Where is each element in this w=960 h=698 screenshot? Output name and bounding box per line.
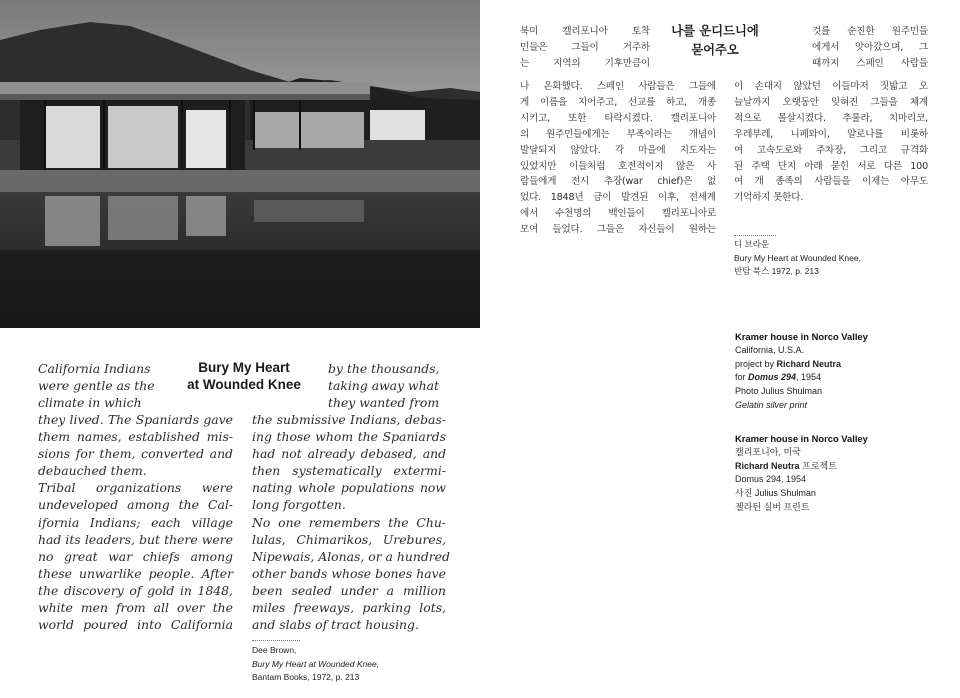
text-line: ifornia Indians; each village — [38, 514, 233, 530]
text-line: had not already debased, and — [252, 446, 446, 462]
korean-col2 — [734, 79, 928, 206]
text-line: Nipewais, Alonas, or a hundred — [252, 548, 450, 564]
caption-photo-credit: Photo Julius Shulman — [735, 386, 823, 397]
text-line: ing those whom the Spaniards — [252, 429, 446, 445]
caption-title: Kramer house in Norco Valley — [735, 331, 868, 342]
text-line: been sealed under a million — [252, 582, 446, 598]
text-line: 나 온화했다. 스페인 사람들은 그들에 — [520, 81, 716, 92]
text-line: had its leaders, but there were — [38, 531, 233, 547]
korean-col1 — [520, 79, 716, 238]
text-line: long forgotten. — [252, 497, 346, 513]
english-col2 — [252, 411, 450, 633]
text-line: 있었지만 이들처럼 호전적이지 않은 사 — [520, 160, 716, 172]
english-citation — [252, 644, 452, 685]
text-line: 적으로 몰살시켰다. 추룰라, 치마리코, — [734, 112, 928, 124]
citation-publisher: 반탐 북스 1972, p. 213 — [734, 266, 819, 276]
caption-project: project by Richard Neutra — [735, 358, 842, 369]
text-line: climate in which — [38, 395, 142, 411]
caption-print: 젤라틴 실버 프린트 — [735, 501, 810, 512]
text-line: 발달되지 않았다. 각 마을에 지도자는 — [520, 144, 716, 156]
caption-photo-credit: 사진 Julius Shulman — [735, 488, 816, 499]
text-line: 북미 캘리포니아 토착 — [520, 26, 650, 37]
text-line: then systematically extermi- — [252, 463, 446, 479]
text-line: Tribal organizations were — [38, 480, 233, 496]
citation-publisher: Bantam Books, 1972, p. 213 — [252, 672, 360, 682]
text-line: 것를 순진한 원주민들 — [812, 26, 928, 37]
heading-line: at Wounded Knee — [187, 377, 301, 392]
text-line: white men from all over the — [38, 600, 233, 616]
text-line: 민들은 그들이 거주하 — [520, 41, 650, 53]
heading-line: 나를 운디드니에 — [671, 24, 759, 38]
text-line: nating whole populations now — [252, 480, 446, 496]
text-line: 의 원주민들에게는 부족이라는 개념이 — [520, 128, 716, 140]
caption-magazine: Domus 294 — [748, 372, 797, 383]
caption-publication: for Domus 294, 1954 — [735, 372, 822, 383]
text-line: No one remembers the Chu- — [252, 514, 446, 530]
english-heading — [180, 359, 308, 393]
text-line: other bands whose bones have — [252, 565, 446, 581]
caption-english — [735, 330, 945, 413]
text-line: 때까지 스페인 사람들 — [812, 57, 928, 69]
text-line: California Indians — [38, 361, 151, 376]
citation-title: Bury My Heart at Wounded Knee, — [252, 658, 380, 669]
text-line: they lived. The Spaniards gave — [38, 412, 233, 427]
text-line: 기억하지 못한다. — [734, 192, 804, 204]
heading-line: 묻어주오 — [691, 43, 739, 57]
text-line: them names, established mis- — [38, 429, 233, 445]
text-line: and slabs of tract housing. — [252, 617, 419, 633]
text-line: 이 손대지 않았던 이들마저 짓밟고 오 — [734, 81, 928, 92]
text-line: 여 고속도로와 주차장, 그리고 규격화 — [734, 144, 928, 156]
text-line: miles freeways, parking lots, — [252, 600, 446, 616]
text-line: no great war chiefs among — [38, 548, 233, 564]
text-line: 여 개 종족의 사람들을 이제는 아무도 — [734, 176, 928, 188]
text-line: 늘날까지 오랫동안 잊혀진 그들을 체계 — [734, 96, 928, 108]
text-line: 었다. 1848년 금이 발견된 이후, 전세계 — [520, 192, 716, 204]
citation-author: Dee Brown, — [252, 645, 297, 655]
text-line: 람들에게 전시 추장(war chief)은 없 — [520, 176, 716, 188]
caption-korean — [735, 432, 945, 515]
text-line: the submissive Indians, debas- — [252, 412, 446, 427]
text-line: sions for them, converted and — [38, 446, 233, 462]
citation-author: 디 브라운 — [734, 239, 770, 249]
house-photo-illustration — [0, 0, 480, 328]
house-photo — [0, 0, 480, 328]
english-col2-top — [328, 360, 446, 411]
caption-architect: Richard Neutra — [776, 358, 842, 369]
korean-heading — [660, 22, 770, 60]
english-col1-top — [38, 360, 188, 411]
caption-architect: Richard Neutra — [735, 460, 800, 471]
caption-title: Kramer house in Norco Valley — [735, 433, 868, 444]
text-line: lulas, Chimarikos, Urebures, — [252, 531, 446, 547]
caption-magazine: Domus 294, 1954 — [735, 474, 807, 485]
citation-title: Bury My Heart at Wounded Knee, — [734, 252, 861, 263]
text-line: debauched them. — [38, 463, 147, 479]
text-line: by the thousands, — [328, 361, 440, 376]
heading-line: Bury My Heart — [198, 360, 290, 375]
text-line: undeveloped among the Cal- — [38, 497, 233, 513]
caption-print: Gelatin silver print — [735, 399, 808, 410]
text-line: world poured into California — [38, 617, 233, 633]
caption-place: 캘리포니아, 미국 — [735, 446, 801, 457]
text-line: 게 이름을 지어주고, 선교를 하고, 개종 — [520, 96, 716, 108]
text-line: 에게서 앗아갔으며, 그 — [812, 41, 928, 53]
korean-col1-top — [520, 24, 650, 72]
text-line: taking away what — [328, 378, 439, 394]
english-col1 — [38, 411, 233, 633]
caption-place: California, U.S.A. — [735, 344, 805, 355]
text-line: were gentle as the — [38, 378, 155, 394]
text-line: 시키고, 또한 타락시켰다. 캘리포니아 — [520, 112, 716, 124]
text-line: 는 지역의 기후만큼이 — [520, 57, 650, 69]
citation-divider — [734, 235, 776, 236]
caption-project: Richard Neutra 프로젝트 — [735, 460, 837, 471]
text-line: 모여 들었다. 그들은 자신들이 원하는 — [520, 224, 716, 236]
text-line: they wanted from — [328, 395, 440, 411]
citation-divider — [252, 640, 300, 641]
korean-col2-top — [812, 24, 928, 72]
korean-citation — [734, 238, 934, 279]
text-line: these unwarlike people. After — [38, 565, 233, 581]
text-line: 에서 수천명의 백인들이 캘리포니아로 — [520, 208, 716, 220]
text-line: 우레부레, 니페와이, 알로나를 비롯하 — [734, 128, 928, 140]
text-line: the discovery of gold in 1848, — [38, 582, 233, 598]
text-line: 된 주택 단지 아래 묻힌 서로 다른 100 — [734, 160, 928, 172]
